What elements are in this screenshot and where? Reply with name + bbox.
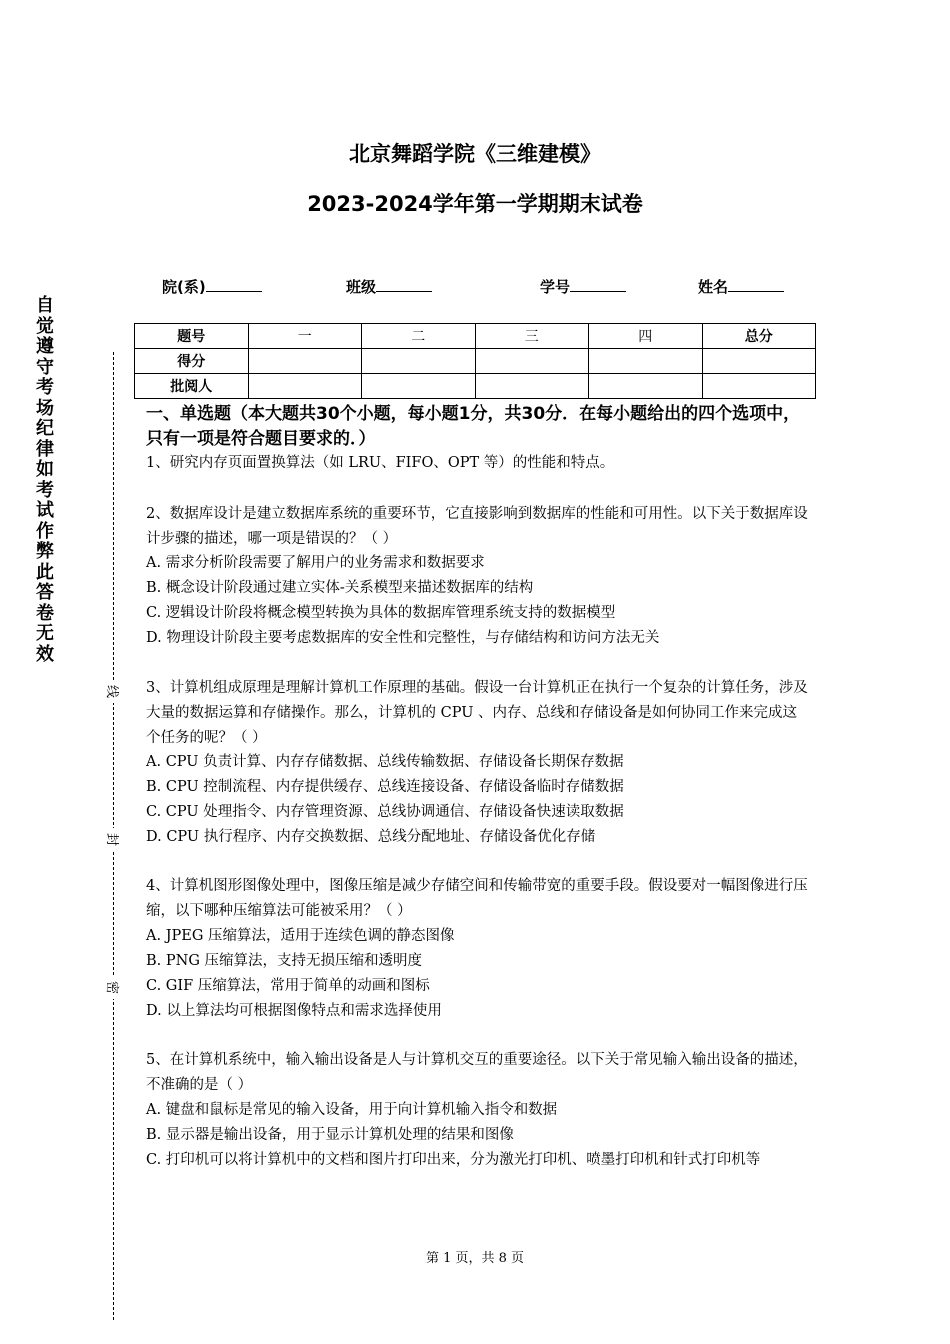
score-header-cell: 三 <box>475 324 589 349</box>
score-cell[interactable] <box>702 349 816 374</box>
info-class-blank[interactable] <box>376 277 432 292</box>
info-student-no <box>540 276 626 297</box>
side-notice: 自觉遵守考场纪律如考试作弊此答卷无效 <box>36 295 54 665</box>
info-name-label: 姓名 <box>698 278 729 296</box>
question-4-option-a[interactable]: A. JPEG 压缩算法，适用于连续色调的静态图像 <box>146 928 455 944</box>
score-table <box>134 323 816 399</box>
question-4-option-c[interactable]: C. GIF 压缩算法，常用于简单的动画和图标 <box>146 978 430 994</box>
grader-cell[interactable] <box>475 374 589 399</box>
side-word-secret: 密 <box>104 976 124 999</box>
score-row-label: 得分 <box>135 349 249 374</box>
question-3-stem: 3、计算机组成原理是理解计算机工作原理的基础。假设一台计算机正在执行一个复杂的计算任务，涉及大量的数据运算和存储操作。那么，计算机的 CPU 、内存、总线和存储设备是如何协同工作来完成这个任务的呢？（ ） <box>146 680 808 746</box>
score-cell[interactable] <box>362 349 476 374</box>
grader-row-label: 批阅人 <box>135 374 249 399</box>
score-header-cell: 题号 <box>135 324 249 349</box>
side-word-line: 线 <box>104 680 124 703</box>
score-header-cell: 四 <box>589 324 703 349</box>
exam-title-line2: 2023-2024学年第一学期期末试卷 <box>307 192 643 216</box>
score-cell[interactable] <box>475 349 589 374</box>
info-dept-blank[interactable] <box>206 277 262 292</box>
score-table-grader-row <box>135 374 816 399</box>
info-class <box>346 276 432 297</box>
score-header-cell: 二 <box>362 324 476 349</box>
question-3-option-d[interactable]: D. CPU 执行程序、内存交换数据、总线分配地址、存储设备优化存储 <box>146 829 596 845</box>
info-name-blank[interactable] <box>728 277 784 292</box>
info-dept <box>162 276 262 297</box>
info-dept-label: 院(系) <box>162 278 206 296</box>
question-3-option-b[interactable]: B. CPU 控制流程、内存提供缓存、总线连接设备、存储设备临时存储数据 <box>146 779 624 795</box>
question-5-option-b[interactable]: B. 显示器是输出设备，用于显示计算机处理的结果和图像 <box>146 1127 514 1143</box>
page-footer: 第 1 页，共 8 页 <box>425 1251 525 1266</box>
score-header-cell: 一 <box>248 324 362 349</box>
score-cell[interactable] <box>248 349 362 374</box>
score-table-score-row <box>135 349 816 374</box>
info-name <box>698 276 784 297</box>
score-header-cell: 总分 <box>702 324 816 349</box>
question-5-option-a[interactable]: A. 键盘和鼠标是常见的输入设备，用于向计算机输入指令和数据 <box>146 1102 558 1118</box>
question-3-option-a[interactable]: A. CPU 负责计算、内存存储数据、总线传输数据、存储设备长期保存数据 <box>146 754 624 770</box>
info-student-no-label: 学号 <box>540 278 571 296</box>
question-4-option-d[interactable]: D. 以上算法均可根据图像特点和需求选择使用 <box>146 1003 442 1019</box>
question-2-option-b[interactable]: B. 概念设计阶段通过建立实体-关系模型来描述数据库的结构 <box>146 580 534 596</box>
question-5-option-c[interactable]: C. 打印机可以将计算机中的文档和图片打印出来，分为激光打印机、喷墨打印机和针式打印机等 <box>146 1152 761 1168</box>
question-2-stem: 2、数据库设计是建立数据库系统的重要环节，它直接影响到数据库的性能和可用性。以下关于数据库设计步骤的描述，哪一项是错误的？（ ） <box>146 506 808 547</box>
score-cell[interactable] <box>589 349 703 374</box>
section-title: 一、单选题（本大题共30个小题，每小题1分，共30分．在每小题给出的四个选项中，只有一项是符合题目要求的．） <box>146 404 801 449</box>
question-5-stem: 5、在计算机系统中，输入输出设备是人与计算机交互的重要途径。以下关于常见输入输出设备的描述，不准确的是（ ） <box>146 1052 808 1093</box>
question-4-option-b[interactable]: B. PNG 压缩算法，支持无损压缩和透明度 <box>146 953 423 969</box>
grader-cell[interactable] <box>589 374 703 399</box>
grader-cell[interactable] <box>248 374 362 399</box>
question-2-option-d[interactable]: D. 物理设计阶段主要考虑数据库的安全性和完整性，与存储结构和访问方法无关 <box>146 630 660 646</box>
info-class-label: 班级 <box>346 278 377 296</box>
grader-cell[interactable] <box>362 374 476 399</box>
grader-cell[interactable] <box>702 374 816 399</box>
question-3-option-c[interactable]: C. CPU 处理指令、内存管理资源、总线协调通信、存储设备快速读取数据 <box>146 804 624 820</box>
question-2-option-a[interactable]: A. 需求分析阶段需要了解用户的业务需求和数据要求 <box>146 555 485 571</box>
question-2-option-c[interactable]: C. 逻辑设计阶段将概念模型转换为具体的数据库管理系统支持的数据模型 <box>146 605 616 621</box>
question-1: 1、研究内存页面置换算法（如 LRU、FIFO、OPT 等）的性能和特点。 <box>146 455 615 471</box>
info-student-no-blank[interactable] <box>570 277 626 292</box>
question-4-stem: 4、计算机图形图像处理中，图像压缩是减少存储空间和传输带宽的重要手段。假设要对一幅图像进行压缩，以下哪种压缩算法可能被采用？（ ） <box>146 878 808 919</box>
exam-title-line1: 北京舞蹈学院《三维建模》 <box>349 142 601 166</box>
score-table-header-row <box>135 324 816 349</box>
side-word-seal: 封 <box>104 828 124 851</box>
